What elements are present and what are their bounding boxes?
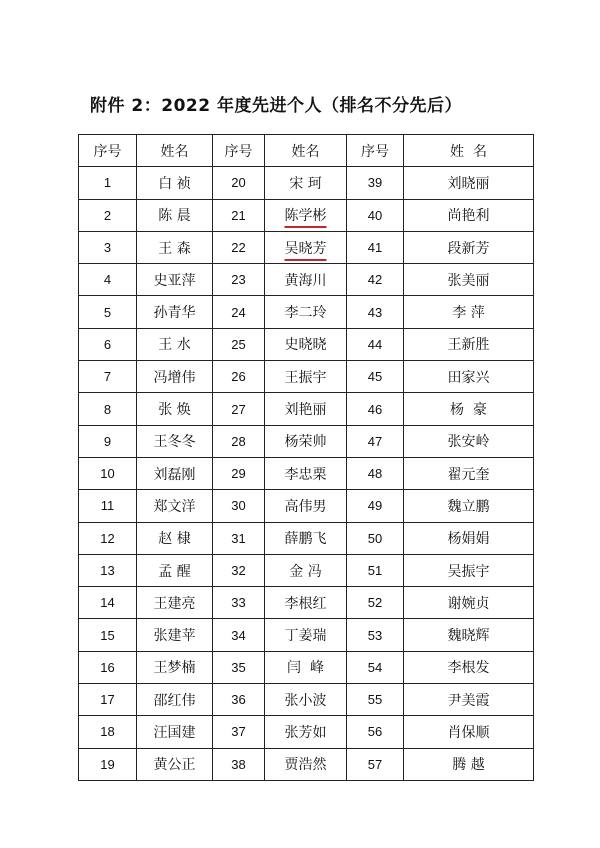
name-cell: 尹美霞: [404, 684, 534, 716]
table-row: [79, 199, 534, 231]
name-cell: 薛鹏飞: [265, 522, 347, 554]
name-cell: 翟元奎: [404, 457, 534, 489]
name-cell: 张芳如: [265, 716, 347, 748]
seq-cell: 14: [79, 587, 137, 619]
table-row: [79, 619, 534, 651]
name-cell: 金 冯: [265, 554, 347, 586]
header-row: [79, 135, 534, 167]
table-row: [79, 716, 534, 748]
name-cell: 贾浩然: [265, 748, 347, 780]
seq-cell: 43: [347, 296, 404, 328]
name-cell: 谢婉贞: [404, 587, 534, 619]
name-cell: 肖保顺: [404, 716, 534, 748]
seq-cell: 22: [213, 231, 265, 263]
name-cell: 王 森: [137, 231, 213, 263]
name-cell: 高伟男: [265, 490, 347, 522]
name-cell: 史晓晓: [265, 328, 347, 360]
seq-cell: 30: [213, 490, 265, 522]
header-cell-name: 姓名: [137, 135, 213, 167]
seq-cell: 29: [213, 457, 265, 489]
header-cell-seq: 序号: [79, 135, 137, 167]
underlined-name: 陈学彬: [284, 208, 327, 225]
seq-cell: 15: [79, 619, 137, 651]
seq-cell: 4: [79, 264, 137, 296]
table-row: [79, 457, 534, 489]
seq-cell: 26: [213, 361, 265, 393]
seq-cell: 8: [79, 393, 137, 425]
seq-cell: 55: [347, 684, 404, 716]
name-cell: 段新芳: [404, 231, 534, 263]
seq-cell: 56: [347, 716, 404, 748]
seq-cell: 35: [213, 651, 265, 683]
name-cell: 赵 棣: [137, 522, 213, 554]
seq-cell: 20: [213, 167, 265, 199]
seq-cell: 23: [213, 264, 265, 296]
table-row: [79, 393, 534, 425]
name-cell: 丁姜瑞: [265, 619, 347, 651]
seq-cell: 54: [347, 651, 404, 683]
seq-cell: 48: [347, 457, 404, 489]
name-cell: 郑文洋: [137, 490, 213, 522]
name-cell: 张 焕: [137, 393, 213, 425]
seq-cell: 33: [213, 587, 265, 619]
name-cell: 魏晓辉: [404, 619, 534, 651]
seq-cell: 32: [213, 554, 265, 586]
seq-cell: 19: [79, 748, 137, 780]
name-cell: 李根红: [265, 587, 347, 619]
seq-cell: 39: [347, 167, 404, 199]
seq-cell: 37: [213, 716, 265, 748]
name-cell: 王 水: [137, 328, 213, 360]
seq-cell: 12: [79, 522, 137, 554]
name-cell: 陈 晨: [137, 199, 213, 231]
seq-cell: 6: [79, 328, 137, 360]
name-cell: 闫 峰: [265, 651, 347, 683]
name-cell: 李忠栗: [265, 457, 347, 489]
seq-cell: 10: [79, 457, 137, 489]
name-cell: 尚艳利: [404, 199, 534, 231]
roster-body: [79, 135, 534, 781]
name-cell: 史亚萍: [137, 264, 213, 296]
name-cell: [265, 231, 347, 263]
table-row: [79, 296, 534, 328]
seq-cell: 25: [213, 328, 265, 360]
table-row: [79, 490, 534, 522]
name-cell: 宋 珂: [265, 167, 347, 199]
seq-cell: 3: [79, 231, 137, 263]
seq-cell: 52: [347, 587, 404, 619]
name-cell: 孙青华: [137, 296, 213, 328]
seq-cell: 2: [79, 199, 137, 231]
table-row: [79, 554, 534, 586]
name-cell: 孟 醒: [137, 554, 213, 586]
name-cell: 刘晓丽: [404, 167, 534, 199]
name-cell: 黄海川: [265, 264, 347, 296]
seq-cell: 27: [213, 393, 265, 425]
seq-cell: 28: [213, 425, 265, 457]
seq-cell: 18: [79, 716, 137, 748]
name-cell: 汪国建: [137, 716, 213, 748]
name-cell: 腾 越: [404, 748, 534, 780]
name-cell: 张美丽: [404, 264, 534, 296]
seq-cell: 1: [79, 167, 137, 199]
name-cell: 王振宇: [265, 361, 347, 393]
table-row: [79, 425, 534, 457]
seq-cell: 47: [347, 425, 404, 457]
name-cell: 吴振宇: [404, 554, 534, 586]
table-row: [79, 522, 534, 554]
name-cell: 杨荣帅: [265, 425, 347, 457]
table-row: [79, 167, 534, 199]
table-row: [79, 328, 534, 360]
name-cell: 冯增伟: [137, 361, 213, 393]
seq-cell: 17: [79, 684, 137, 716]
seq-cell: 11: [79, 490, 137, 522]
table-row: [79, 651, 534, 683]
seq-cell: 9: [79, 425, 137, 457]
table-row: [79, 361, 534, 393]
name-cell: 杨娟娟: [404, 522, 534, 554]
seq-cell: 49: [347, 490, 404, 522]
header-cell-name: 姓名: [265, 135, 347, 167]
seq-cell: 31: [213, 522, 265, 554]
name-cell: 田家兴: [404, 361, 534, 393]
name-cell: 杨 豪: [404, 393, 534, 425]
header-cell-seq: 序号: [347, 135, 404, 167]
seq-cell: 50: [347, 522, 404, 554]
table-row: [79, 264, 534, 296]
document-title: 附件 2：2022 年度先进个人（排名不分先后）: [90, 96, 462, 116]
name-cell: 李 萍: [404, 296, 534, 328]
table-row: [79, 231, 534, 263]
name-cell: 魏立鹏: [404, 490, 534, 522]
seq-cell: 51: [347, 554, 404, 586]
seq-cell: 36: [213, 684, 265, 716]
header-cell-seq: 序号: [213, 135, 265, 167]
name-cell: 刘艳丽: [265, 393, 347, 425]
name-cell: 邵红伟: [137, 684, 213, 716]
seq-cell: 46: [347, 393, 404, 425]
seq-cell: 16: [79, 651, 137, 683]
seq-cell: 38: [213, 748, 265, 780]
name-cell: 王梦楠: [137, 651, 213, 683]
name-cell: 刘磊刚: [137, 457, 213, 489]
seq-cell: 7: [79, 361, 137, 393]
seq-cell: 42: [347, 264, 404, 296]
table-row: [79, 684, 534, 716]
name-cell: 王冬冬: [137, 425, 213, 457]
seq-cell: 21: [213, 199, 265, 231]
seq-cell: 57: [347, 748, 404, 780]
name-cell: 李根发: [404, 651, 534, 683]
underlined-name: 吴晓芳: [284, 240, 327, 257]
seq-cell: 34: [213, 619, 265, 651]
name-cell: 王建亮: [137, 587, 213, 619]
name-cell: [265, 199, 347, 231]
name-cell: 李二玲: [265, 296, 347, 328]
seq-cell: 44: [347, 328, 404, 360]
header-cell-name: 姓 名: [404, 135, 534, 167]
name-cell: 白 祯: [137, 167, 213, 199]
seq-cell: 45: [347, 361, 404, 393]
seq-cell: 53: [347, 619, 404, 651]
table-row: [79, 748, 534, 780]
name-cell: 张建苹: [137, 619, 213, 651]
seq-cell: 40: [347, 199, 404, 231]
seq-cell: 24: [213, 296, 265, 328]
seq-cell: 5: [79, 296, 137, 328]
name-cell: 黄公正: [137, 748, 213, 780]
name-cell: 张小波: [265, 684, 347, 716]
honor-roster-table: [78, 134, 534, 781]
table-row: [79, 587, 534, 619]
seq-cell: 13: [79, 554, 137, 586]
name-cell: 王新胜: [404, 328, 534, 360]
seq-cell: 41: [347, 231, 404, 263]
name-cell: 张安岭: [404, 425, 534, 457]
